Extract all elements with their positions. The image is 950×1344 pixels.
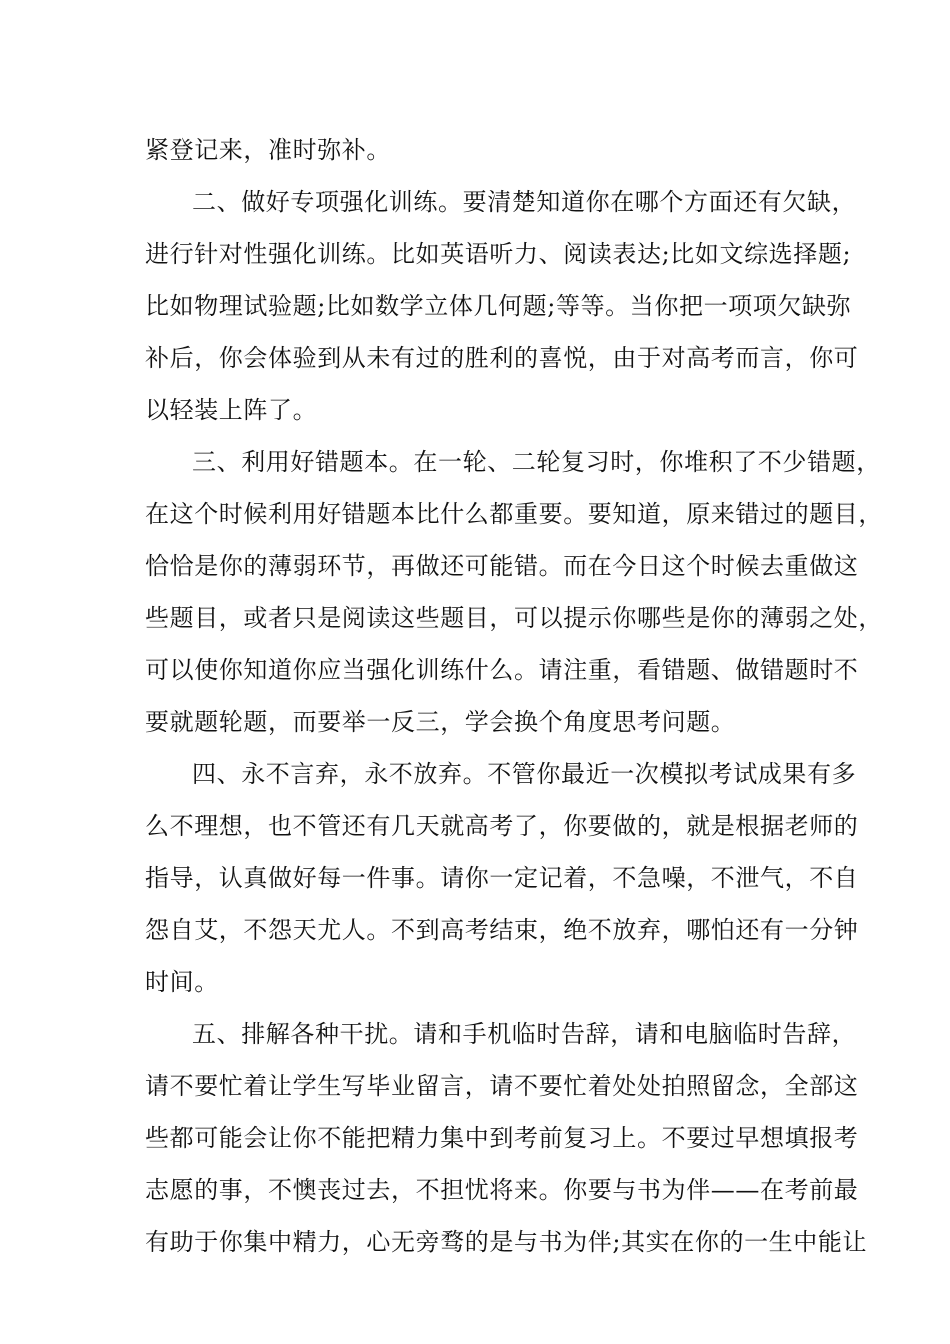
text-line-17: 时间。 [145,968,219,996]
text-line-21: 志愿的事，不懊丧过去，不担忧将来。你要与书为伴——在考前最 [145,1176,859,1204]
text-line-15: 指导，认真做好每一件事。请你一定记着，不急噪，不泄气，不自 [145,864,859,892]
text-line-11: 可以使你知道你应当强化训练什么。请注重，看错题、做错题时不 [145,656,859,684]
text-line-1: 紧登记来，准时弥补。 [145,136,391,164]
paragraph-5-start: 五、排解各种干扰。请和手机临时告辞，请和电脑临时告辞， [192,1020,857,1048]
text-line-19: 请不要忙着让学生写毕业留言，请不要忙着处处拍照留念，全部这 [145,1072,859,1100]
paragraph-4-start: 四、永不言弃，永不放弃。不管你最近一次模拟考试成果有多 [192,760,857,788]
text-line-10: 些题目，或者只是阅读这些题目，可以提示你哪些是你的薄弱之处， [145,604,883,632]
text-line-8: 在这个时候利用好错题本比什么都重要。要知道，原来错过的题目， [145,500,883,528]
text-line-16: 怨自艾，不怨天尤人。不到高考结束，绝不放弃，哪怕还有一分钟 [145,916,859,944]
paragraph-3-start: 三、利用好错题本。在一轮、二轮复习时，你堆积了不少错题， [192,448,881,476]
paragraph-2-start: 二、做好专项强化训练。要清楚知道你在哪个方面还有欠缺， [192,188,857,216]
text-line-20: 些都可能会让你不能把精力集中到考前复习上。不要过早想填报考 [145,1124,859,1152]
text-line-5: 补后，你会体验到从未有过的胜利的喜悦，由于对高考而言，你可 [145,344,859,372]
text-line-4: 比如物理试验题;比如数学立体几何题;等等。当你把一项项欠缺弥 [145,292,852,320]
text-line-6: 以轻装上阵了。 [145,396,318,424]
text-line-3: 进行针对性强化训练。比如英语听力、阅读表达;比如文综选择题; [145,240,852,268]
text-line-22: 有助于你集中精力，心无旁骛的是与书为伴;其实在你的一生中能让 [145,1228,868,1256]
text-line-9: 恰恰是你的薄弱环节，再做还可能错。而在今日这个时候去重做这 [145,552,859,580]
text-line-12: 要就题轮题，而要举一反三，学会换个角度思考问题。 [145,708,736,736]
text-line-14: 么不理想，也不管还有几天就高考了，你要做的，就是根据老师的 [145,812,859,840]
